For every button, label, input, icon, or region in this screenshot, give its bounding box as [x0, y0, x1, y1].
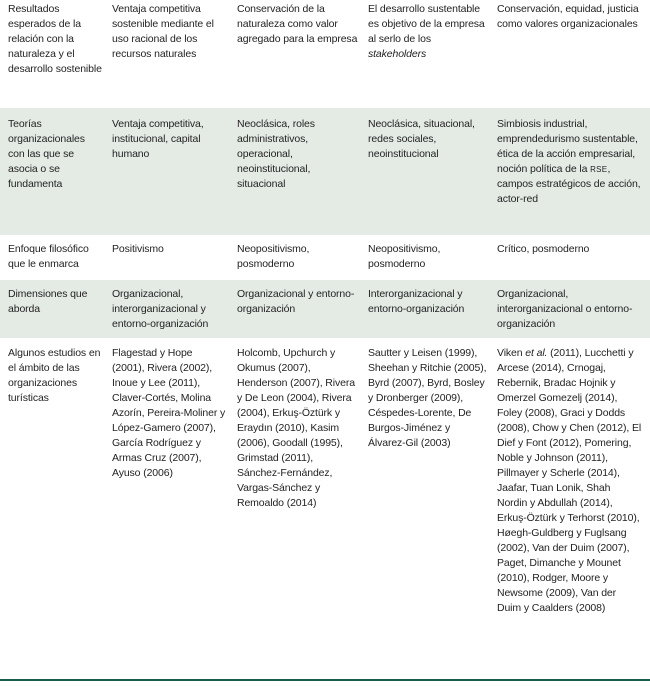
- row-dimensiones: [0, 280, 650, 338]
- cell-enfoque-col4: Crítico, posmoderno: [497, 243, 590, 255]
- row-header-teorias: Teorías organizacionales con las que se asocia o se fundamenta: [8, 118, 85, 190]
- cell-dimensiones-col4: Organizacional, interorganizacional o entorno-organización: [497, 288, 633, 330]
- cell-estudios-col4: [497, 346, 646, 679]
- cell-estudios-col2: Holcomb, Upchurch y Okumus (2007), Henderson (2007), Rivera y De Leon (2004), Rivera (2004), Erkuş-Öztürk y Eraydın (2010), Kasim (2006), Goodall (1995), Grimstad (2011), Sánchez-Fernández, Vargas-Sánchez y Remoaldo (2014): [237, 347, 355, 509]
- cell-dimensiones-col3: Interorganizacional y entorno-organización: [368, 288, 465, 315]
- row-header-resultados: Resultados esperados de la relación con la naturaleza y el desarrollo sostenible: [8, 3, 102, 75]
- et-al-italic-term: et al.: [525, 347, 548, 359]
- cell-enfoque-col2: Neopositivismo, posmoderno: [237, 243, 310, 270]
- cell-estudios-col3: Sautter y Leisen (1999), Sheehan y Ritchie (2005), Byrd (2007), Byrd, Bosley y Dronberger (2009), Céspedes-Lorente, De Burgos-Jiménez y Álvarez-Gil (2003): [368, 347, 487, 449]
- cell-resultados-col2: Conservación de la naturaleza como valor agregado para la empresa: [237, 3, 358, 45]
- cell-teorias-col3: Neoclásica, situacional, redes sociales, neoinstitucional: [368, 118, 475, 160]
- stakeholders-italic-term: stakeholders: [368, 48, 427, 60]
- cell-dimensiones-col1: Organizacional, interorganizacional y entorno-organización: [112, 288, 209, 330]
- row-estudios-turisticos: [0, 338, 650, 679]
- cell-teorias-col4: [497, 117, 646, 235]
- row-resultados-esperados: [0, 0, 650, 108]
- row-header-dimensiones: Dimensiones que aborda: [8, 288, 88, 315]
- cell-dimensiones-col2: Organizacional y entorno-organización: [237, 288, 355, 315]
- cell-text: Viken: [497, 347, 526, 359]
- cell-resultados-col3: [368, 2, 497, 108]
- cell-teorias-col2: Neoclásica, roles administrativos, operacional, neoinstitucional, situacional: [237, 118, 315, 190]
- row-enfoque-filosofico: [0, 235, 650, 280]
- row-header-estudios: Algunos estudios en el ámbito de las organizaciones turísticas: [8, 347, 101, 404]
- cell-text: Simbiosis industrial, emprendedurismo sustentable, ética de la acción empresarial, noción política de la: [497, 118, 638, 175]
- rse-smallcaps-term: RSE: [590, 165, 608, 174]
- row-teorias-organizacionales: [0, 108, 650, 235]
- cell-resultados-col4: Conservación, equidad, justicia como valores organizacionales: [497, 3, 639, 30]
- cell-estudios-col1: Flagestad y Hope (2001), Rivera (2002), Inoue y Lee (2011), Claver-Cortés, Molina Azorín, Pereira-Moliner y López-Gamero (2007), García Rodríguez y Armas Cruz (2007), Ayuso (2006): [112, 347, 226, 479]
- cell-enfoque-col1: Positivismo: [112, 243, 164, 255]
- cell-enfoque-col3: Neopositivismo, posmoderno: [368, 243, 441, 270]
- cell-resultados-col1: Ventaja competitiva sostenible mediante el uso racional de los recursos naturales: [112, 3, 214, 60]
- cell-text: (2011), Lucchetti y Arcese (2014), Crnogaj, Rebernik, Bradac Hojnik y Omerzel Gomezelj (2014), Foley (2008), Graci y Dodds (2008), Chow y Chen (2012), El Dief y Font (2012), Pomering, Noble y Johnson (2011), Pillmayer y Scherle (2014), Jaafar, Tuan Lonik, Shah Nordin y Abdullah (2014), Erkuş-Öztürk y Terhorst (2010), Høegh-Guldberg y Fuglsang (2002), Van der Duim (2007), Paget, Dimanche y Mounet (2010), Rodger, Moore y Newsome (2009), Van der Duim y Caalders (2008): [497, 347, 642, 614]
- row-header-enfoque: Enfoque filosófico que le enmarca: [8, 243, 89, 270]
- cell-text: El desarrollo sustentable es objetivo de la empresa al serlo de los: [368, 3, 485, 45]
- cell-teorias-col1: Ventaja competitiva, institucional, capital humano: [112, 118, 204, 160]
- cell-text: , campos estratégicos de acción, actor-red: [497, 163, 641, 205]
